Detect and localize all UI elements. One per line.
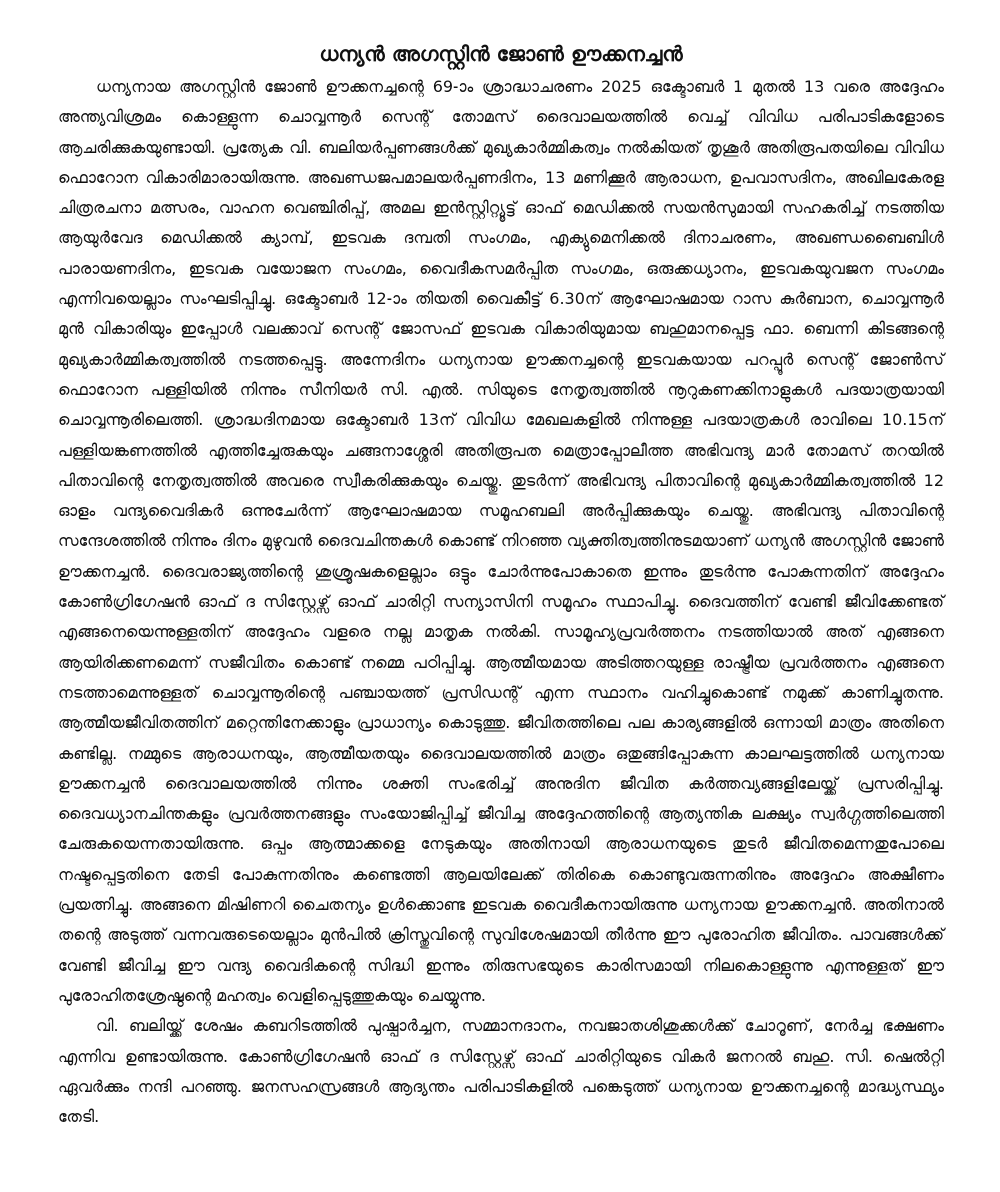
- document-title: ധന്യൻ അഗസ്റ്റിൻ ജോൺ ഊക്കനച്ചൻ: [319, 42, 683, 66]
- body-paragraph: വി. ബലിയ്ക്ക് ശേഷം കബറിടത്തിൽ പുഷ്പാർച്ചന, സമ്മാനദാനം, നവജാതശിശുക്കൾക്ക് ചോറൂണ്, നേർച്ച ഭക്ഷണം എന്നിവ ഉണ്ടായിരുന്നു. കോൺഗ്രിഗേഷൻ ഓഫ് ദ സിസ്റ്റേഴ്സ് ഓഫ് ചാരിറ്റിയുടെ വികർ ജനറൽ ബഹു. സി. ഷെൽറ്റി ഏവർക്കും നന്ദി പറഞ്ഞു. ജനസഹസ്രങ്ങൾ ആദ്യന്തം പരിപാടികളിൽ പങ്കെടുത്ത് ധന്യനായ ഊക്കനച്ചന്റെ മാദ്ധ്യസ്ഥ്യം തേടി.: [58, 1016, 944, 1127]
- body-paragraph: ധന്യനായ അഗസ്റ്റിൻ ജോൺ ഊക്കനച്ചന്റെ 69-ാം ശ്രാദ്ധാചരണം 2025 ഒക്ടോബർ 1 മുതൽ 13 വരെ അദ്ദേഹം അന്ത്യവിശ്രമം കൊള്ളുന്ന ചൊവ്വന്നൂർ സെന്റ് തോമസ് ദൈവാലയത്തിൽ വെച്ച് വിവിധ പരിപാടികളോടെ ആചരിക്കുകയുണ്ടായി. പ്രത്യേക വി. ബലിയർപ്പണങ്ങൾക്ക് മുഖ്യകാർമ്മികത്വം നൽകിയത് തൃശൂർ അതിരൂപതയിലെ വിവിധ ഫൊറോന വികാരിമാരായിരുന്നു. അഖണ്ഡജപമാലയർപ്പണദിനം, 13 മണിക്കൂർ ആരാധന, ഉപവാസദിനം, അഖിലകേരള ചിത്രരചനാ മത്സരം, വാഹന വെഞ്ചിരിപ്പ്, അമല ഇൻസ്റ്റിറ്റ്യൂട്ട് ഓഫ് മെഡിക്കൽ സയൻസുമായി സഹകരിച്ച് നടത്തിയ ആയുർവേദ മെഡിക്കൽ ക്യാമ്പ്, ഇടവക ദമ്പതി സംഗമം, എക്യുമെനിക്കൽ ദിനാചരണം, അഖണ്ഡബൈബിൾ പാരായണദിനം, ഇടവക വയോജന സംഗമം, വൈദീകസമർപ്പിത സംഗമം, ഒരുക്കധ്യാനം, ഇടവകയുവജന സംഗമം എന്നിവയെല്ലാം സംഘടിപ്പിച്ചു. ഒക്ടോബർ 12-ാം തിയതി വൈകീട്ട് 6.30ന് ആഘോഷമായ റാസ കുർബാന, ചൊവ്വന്നൂർ മുൻ വികാരിയും ഇപ്പോൾ വലക്കാവ് സെന്റ് ജോസഫ് ഇടവക വികാരിയുമായ ബഹുമാനപ്പെട്ട ഫാ. ബെന്നി കിടങ്ങന്റെ മുഖ്യകാർമ്മികത്വത്തിൽ നടത്തപ്പെട്ടു. അന്നേദിനം ധന്യനായ ഊക്കനച്ചന്റെ ഇടവകയായ പറപ്പൂർ സെന്റ് ജോൺസ് ഫൊറോന പള്ളിയിൽ നിന്നും സീനിയർ സി. എൽ. സിയുടെ നേതൃത്വത്തിൽ നൂറുകണക്കിനാളുകൾ പദയാത്രയായി ചൊവ്വന്നൂരിലെത്തി. ശ്രാദ്ധദിനമായ ഒക്ടോബർ 13ന് വിവിധ മേഖലകളിൽ നിന്നുള്ള പദയാത്രകൾ രാവിലെ 10.15ന് പള്ളിയങ്കണത്തിൽ എത്തിച്ചേരുകയും ചങ്ങനാശ്ശേരി അതിരൂപത മെത്രാപ്പോലീത്ത അഭിവന്ദ്യ മാർ തോമസ് തറയിൽ പിതാവിന്റെ നേതൃത്വത്തിൽ അവരെ സ്വീകരിക്കുകയും ചെയ്തു. തുടർന്ന് അഭിവന്ദ്യ പിതാവിന്റെ മുഖ്യകാർമ്മികത്വത്തിൽ 12 ഓളം വന്ദ്യവൈദികർ ഒന്നുചേർന്ന് ആഘോഷമായ സമൂഹബലി അർപ്പിക്കുകയും ചെയ്തു. അഭിവന്ദ്യ പിതാവിന്റെ സന്ദേശത്തിൽ നിന്നും ദിനം മുഴുവൻ ദൈവചിന്തകൾ കൊണ്ട് നിറഞ്ഞ വ്യക്തിത്വത്തിനുടമയാണ് ധന്യൻ അഗസ്റ്റിൻ ജോൺ ഊക്കനച്ചൻ. ദൈവരാജ്യത്തിന്റെ ശുശ്രൂഷകളെല്ലാം ഒട്ടും ചോർന്നുപോകാതെ ഇന്നും തുടർന്നു പോകുന്നതിന് അദ്ദേഹം കോൺഗ്രിഗേഷൻ ഓഫ് ദ സിസ്റ്റേഴ്സ് ഓഫ് ചാരിറ്റി സന്യാസിനി സമൂഹം സ്ഥാപിച്ചു. ദൈവത്തിന് വേണ്ടി ജീവിക്കേണ്ടത് എങ്ങനെയെന്നുള്ളതിന് അദ്ദേഹം വളരെ നല്ല മാതൃക നൽകി. സാമൂഹ്യപ്രവർത്തനം നടത്തിയാൽ അത് എങ്ങനെ ആയിരിക്കണമെന്ന് സജീവിതം കൊണ്ട് നമ്മെ പഠിപ്പിച്ചു. ആത്മീയമായ അടിത്തറയുള്ള രാഷ്ട്രീയ പ്രവർത്തനം എങ്ങനെ നടത്താമെന്നുള്ളത് ചൊവ്വന്നൂരിന്റെ പഞ്ചായത്ത് പ്രസിഡന്റ് എന്ന സ്ഥാനം വഹിച്ചുകൊണ്ട് നമുക്ക് കാണിച്ചുതന്നു. ആത്മീയജീവിതത്തിന് മറ്റെന്തിനേക്കാളും പ്രാധാന്യം കൊടുത്തു. ജീവിതത്തിലെ പല കാര്യങ്ങളിൽ ഒന്നായി മാത്രം അതിനെ കണ്ടില്ല. നമ്മുടെ ആരാധനയും, ആത്മീയതയും ദൈവാലയത്തിൽ മാത്രം ഒതുങ്ങിപ്പോകുന്ന കാലഘട്ടത്തിൽ ധന്യനായ ഊക്കനച്ചൻ ദൈവാലയത്തിൽ നിന്നും ശക്തി സംഭരിച്ച് അനുദിന ജീവിത കർത്തവ്യങ്ങളിലേയ്ക്ക് പ്രസരിപ്പിച്ചു. ദൈവധ്യാനചിന്തകളും പ്രവർത്തനങ്ങളും സംയോജിപ്പിച്ച് ജീവിച്ച അദ്ദേഹത്തിന്റെ ആത്യന്തിക ലക്ഷ്യം സ്വർഗ്ഗത്തിലെത്തി ചേരുകയെന്നതായിരുന്നു. ഒപ്പം ആത്മാക്കളെ നേടുകയും അതിനായി ആരാധനയുടെ തുടർ ജീവിതമെന്നതുപോലെ നഷ്ടപ്പെട്ടതിനെ തേടി പോകുന്നതിനും കണ്ടെത്തി ആലയിലേക്ക് തിരികെ കൊണ്ടുവരുന്നതിനും അദ്ദേഹം അക്ഷീണം പ്രയത്നിച്ചു. അങ്ങനെ മിഷിണറി ചൈതന്യം ഉൾക്കൊണ്ട ഇടവക വൈദീകനായിരുന്നു ധന്യനായ ഊക്കനച്ചൻ. അതിനാൽ തന്റെ അടുത്ത് വന്നവരുടെയെല്ലാം മുൻപിൽ ക്രിസ്തുവിന്റെ സുവിശേഷമായി തീർന്നു ഈ പുരോഹിത ജീവിതം. പാവങ്ങൾക്ക് വേണ്ടി ജീവിച്ച ഈ വന്ദ്യ വൈദികന്റെ സിദ്ധി ഇന്നും തിരുസഭയുടെ കാരിസമായി നിലകൊള്ളുന്നു എന്നുള്ളത് ഈ പുരോഹിതശ്രേഷ്ഠന്റെ മഹത്വം വെളിപ്പെടുത്തുകയും ചെയ്യുന്നു.: [58, 77, 944, 1005]
